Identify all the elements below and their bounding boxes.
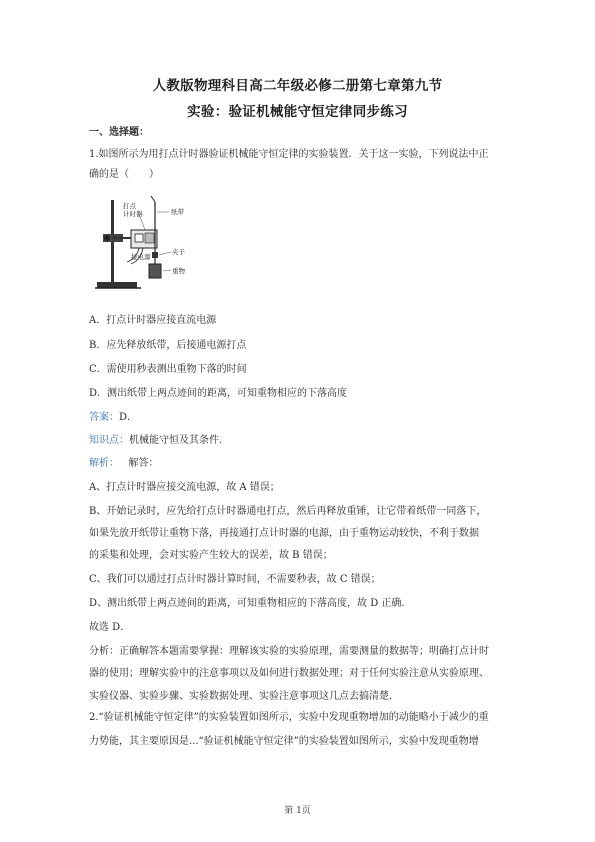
analysis-text: 的采集和处理，会对实验产生较大的误差，故 B 错误； [89, 550, 333, 561]
question-2-stem: 2.“验证机械能守恒定律”的实验装置如图所示，实验中发现重物增加的动能略小于减少的重 [89, 712, 489, 723]
analysis-label: 解析： [89, 458, 119, 469]
weight [149, 264, 161, 278]
analysis-value: 解答： [128, 458, 159, 469]
analysis-text: D、测出纸带上两点迹间的距离，可知重物相应的下落高度，故 D 正确． [89, 598, 412, 609]
analysis-text: C、我们可以通过打点计时器计算时间，不需要秒表，故 C 错误； [89, 574, 381, 585]
label-tape: 纸带 [171, 208, 184, 216]
question-2-stem-cont: 力势能，其主要原因是...“验证机械能守恒定律”的实验装置如图所示，实验中发现重物增 [89, 736, 479, 747]
label-clip: 夹子 [172, 248, 185, 256]
page-number: 第 1页 [284, 806, 311, 816]
analysis-text: 故选 D． [89, 622, 131, 633]
knowledge-point-label: 知识点： [89, 435, 129, 446]
analysis-text: 实验仪器、实验步骤、实验数据处理、实验注意事项这几点去搞清楚． [89, 691, 399, 702]
analysis-text: 器的使用；理解实验中的注意事项以及如何进行数据处理；对于任何实验注意从实验原理、 [89, 668, 489, 679]
analysis-text: B、开始记录时，应先给打点计时器通电打点，然后再释放重锤，让它带着纸带一同落下， [89, 506, 487, 517]
analysis-text: 如果先放开纸带让重物下落，再接通打点计时器的电源，由于重物运动较快，不利于数据 [89, 528, 479, 539]
label-power: 接电源 [131, 253, 151, 261]
question-1-stem-cont: 确的是（ ） [89, 169, 159, 180]
question-1-stem: 1.如图所示为用打点计时器验证机械能守恒定律的实验装置．关于这一实验，下列说法中正 [89, 149, 489, 160]
answer-line [89, 411, 137, 425]
analysis-line [89, 457, 159, 471]
document-title: 人教版物理科目高二年级必修二册第七章第九节 [152, 78, 443, 94]
apparatus-figure [93, 186, 201, 298]
analysis-text: 分析：正确解答本题需要掌握：理解该实验的实验原理，需要测量的数据等；明确打点计时 [89, 646, 489, 657]
knowledge-point-line [89, 434, 222, 448]
option-d: D．测出纸带上两点迹间的距离，可知重物相应的下落高度 [89, 388, 348, 399]
answer-label: 答案： [89, 412, 119, 423]
document-subtitle: 实验：验证机械能守恒定律同步练习 [187, 104, 408, 120]
option-a: A．打点计时器应接直流电源 [89, 315, 217, 326]
label-weight: 重物 [172, 267, 185, 275]
knowledge-point-value: 机械能守恒及其条件. [129, 435, 223, 446]
option-c: C．需使用秒表测出重物下落的时间 [89, 364, 247, 375]
answer-value: D． [119, 412, 138, 423]
analysis-text: A、打点计时器应接交流电源，故 A 错误； [89, 482, 280, 493]
option-b: B．应先释放纸带，后接通电源打点 [89, 340, 247, 351]
label-timer: 打点计时器 [123, 202, 143, 218]
section-heading: 一、选择题： [89, 127, 149, 138]
stand-base [97, 282, 137, 288]
